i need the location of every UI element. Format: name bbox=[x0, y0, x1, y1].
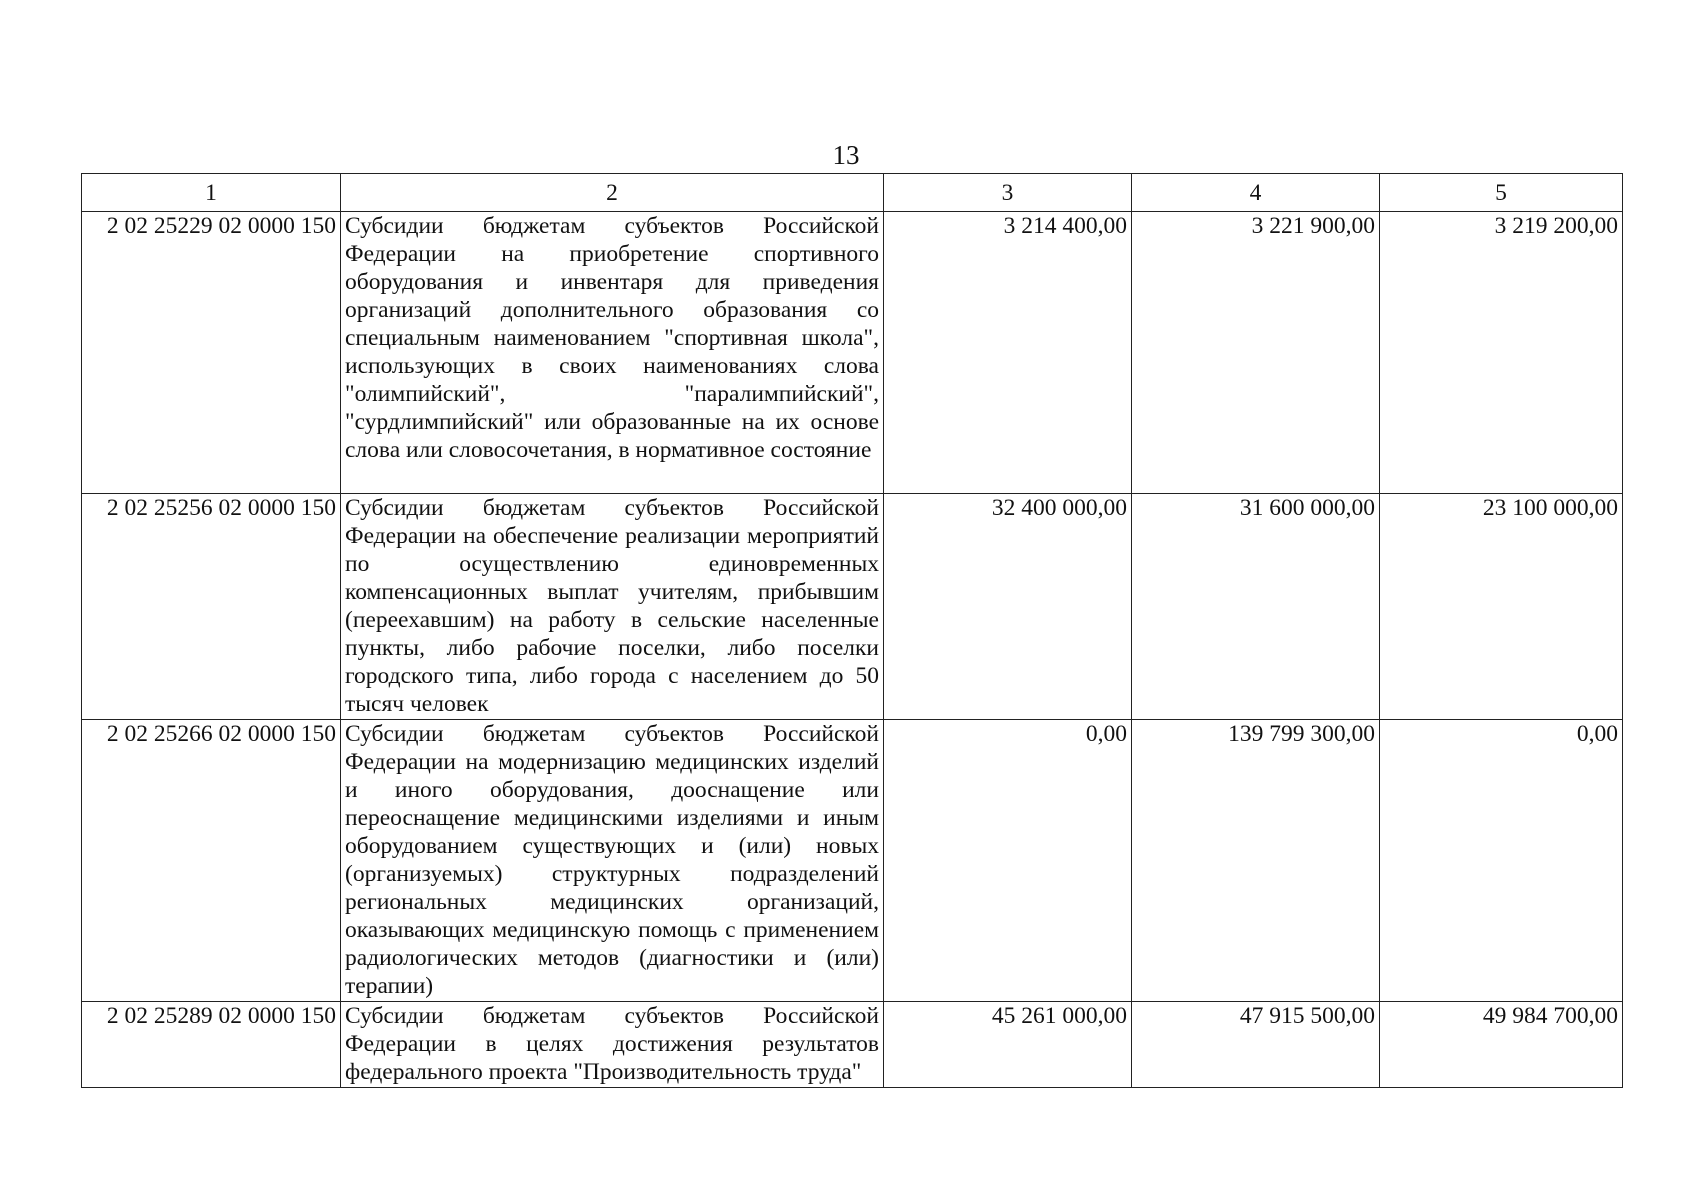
row-amount-col4: 47 915 500,00 bbox=[1132, 1002, 1380, 1088]
table-row bbox=[82, 494, 1623, 720]
row-code: 2 02 25266 02 0000 150 bbox=[82, 720, 341, 1002]
header-col-5: 5 bbox=[1380, 174, 1623, 212]
row-amount-col3: 3 214 400,00 bbox=[884, 212, 1132, 494]
row-description: Субсидии бюджетам субъектов Российской Федерации на модернизацию медицинских изделий и иного оборудования, дооснащение или переоснащение медицинскими изделиями и иным оборудованием существующих и (или) новых (организуемых) структурных подразделений региональных медицинских организаций, оказывающих медицинскую помощь с применением радиологических методов (диагностики и (или) терапии) bbox=[341, 720, 884, 1002]
table-row bbox=[82, 1002, 1623, 1088]
row-code: 2 02 25229 02 0000 150 bbox=[82, 212, 341, 494]
row-amount-col3: 0,00 bbox=[884, 720, 1132, 1002]
table-row bbox=[82, 720, 1623, 1002]
row-description: Субсидии бюджетам субъектов Российской Федерации в целях достижения результатов федерального проекта "Производительность труда" bbox=[341, 1002, 884, 1088]
header-col-1: 1 bbox=[82, 174, 341, 212]
row-amount-col4: 3 221 900,00 bbox=[1132, 212, 1380, 494]
row-amount-col4: 31 600 000,00 bbox=[1132, 494, 1380, 720]
header-row bbox=[82, 174, 1623, 212]
row-amount-col5: 23 100 000,00 bbox=[1380, 494, 1623, 720]
row-amount-col5: 3 219 200,00 bbox=[1380, 212, 1623, 494]
row-amount-col5: 0,00 bbox=[1380, 720, 1623, 1002]
row-amount-col3: 45 261 000,00 bbox=[884, 1002, 1132, 1088]
row-code: 2 02 25289 02 0000 150 bbox=[82, 1002, 341, 1088]
budget-table bbox=[81, 173, 1623, 1088]
header-col-3: 3 bbox=[884, 174, 1132, 212]
row-description: Субсидии бюджетам субъектов Российской Федерации на приобретение спортивного оборудования и инвентаря для приведения организаций дополнительного образования со специальным наименованием "спортивная школа", использующих в своих наименованиях слова "олимпийский", "паралимпийский", "сурдлимпийский" или образованные на их основе слова или словосочетания, в нормативное состояние bbox=[341, 212, 884, 494]
row-amount-col3: 32 400 000,00 bbox=[884, 494, 1132, 720]
header-col-2: 2 bbox=[341, 174, 884, 212]
row-description: Субсидии бюджетам субъектов Российской Федерации на обеспечение реализации мероприятий по осуществлению единовременных компенсационных выплат учителям, прибывшим (переехавшим) на работу в сельские населенные пункты, либо рабочие поселки, либо поселки городского типа, либо города с населением до 50 тысяч человек bbox=[341, 494, 884, 720]
header-col-4: 4 bbox=[1132, 174, 1380, 212]
row-amount-col4: 139 799 300,00 bbox=[1132, 720, 1380, 1002]
row-amount-col5: 49 984 700,00 bbox=[1380, 1002, 1623, 1088]
table-row bbox=[82, 212, 1623, 494]
row-code: 2 02 25256 02 0000 150 bbox=[82, 494, 341, 720]
page-number: 13 bbox=[832, 140, 860, 170]
